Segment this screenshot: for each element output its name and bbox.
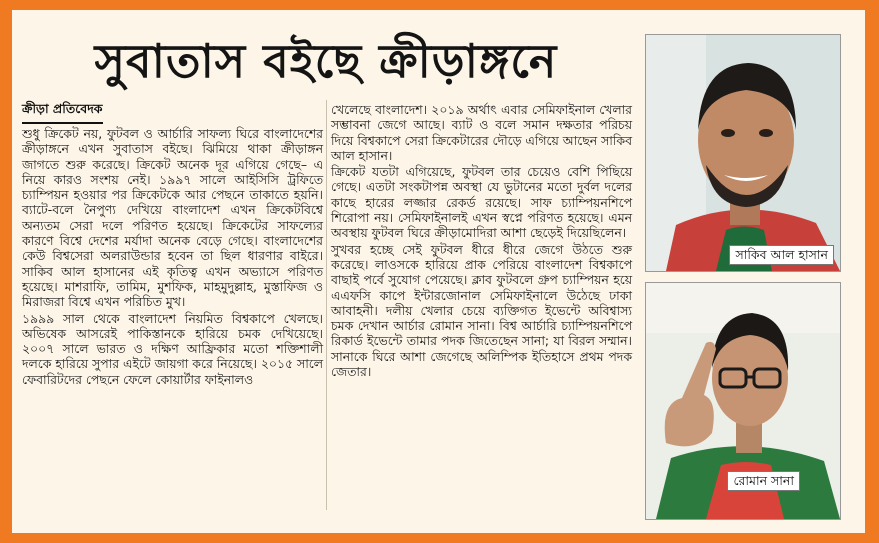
- paragraph: ক্রিকেট যতটা এগিয়েছে, ফুটবল তার চেয়েও বেশি পিছিয়ে গেছে। এতটা সংকটাপন্ন অবস্থা যে ভুটানের মতো দুর্বল দলের কাছে হারের লজ্জার রেকর্ড রয়েছে। সাফ চ্যাম্পিয়নশিপে শিরোপা নয়। সেমিফাইনালই এখন স্বপ্নে পরিণত হয়েছে। এমন অবস্থায় ফুটবল ঘিরে ক্রীড়ামোদিরা আশা ছেড়েই দিয়েছিলেন।: [331, 164, 632, 241]
- paragraph: খেলেছে বাংলাদেশ। ২০১৯ অর্থাৎ এবার সেমিফাইনাল খেলার সম্ভাবনা জেগে আছে। ব্যাট ও বলে সমান দক্ষতার পরিচয় দিয়ে বিশ্বকাপে সেরা ক্রিকেটারের দৌড়ে এগিয়ে আছেন সাকিব আল হাসান।: [331, 102, 632, 163]
- paragraph: সুখবর হচ্ছে সেই ফুটবল ধীরে ধীরে জেগে উঠতে শুরু করেছে। লাওসকে হারিয়ে প্রাক পেরিয়ে বাংলাদেশ বিশ্বকাপে বাছাই পর্বে সুযোগ পেয়েছে। ক্লাব ফুটবলে গ্রুপ চ্যাম্পিয়ন হয়ে এএফসি কাপে ইন্টারজোনাল সেমিফাইনালে উঠেছে ঢাকা আবাহনী। দলীয় খেলার চেয়ে ব্যক্তিগত ইভেন্টে অবিশ্বাস্য চমক দেখান আর্চার রোমান সানা। বিশ্ব আর্চারি চ্যাম্পিয়নশিপে রিকার্ড ইভেন্টে তামার পদক জিতেছেন সানা; যা বিরল সম্মান। সানাকে ঘিরে আশা জেগেছে অলিম্পিক ইতিহাসে প্রথম পদক জেতার।: [331, 241, 632, 380]
- paragraph: শুধু ক্রিকেট নয়, ফুটবল ও আর্চারি সাফল্য ঘিরে বাংলাদেশের ক্রীড়াঙ্গনে এখন সুবাতাস বইছে। ঝিমিয়ে থাকা ক্রীড়াঙ্গন জাগতে শুরু করেছে। ক্রিকেট অনেক দূর এগিয়ে গেছে– এ নিয়ে কারও সংশয় নেই। ১৯৯৭ সালে আইসিসি ট্রফিতে চ্যাম্পিয়ন হওয়ার পর ক্রিকেটকে আর পেছনে তাকাতে হয়নি। ব্যাটে-বলে নৈপুণ্য দেখিয়ে বাংলাদেশ এখন ক্রিকেটবিশ্বে অন্যতম সেরা দলে পরিণত হয়েছে। ক্রিকেটের সাফল্যের কারণে বিশ্বে দেশের মর্যাদা অনেক বেড়ে গেছে। বাংলাদেশের কেউ বিশ্বসেরা অলরাউন্ডার হবেন তা ছিল ধারণার বাইরে। সাকিব আল হাসানের এই কৃতিত্ব এখন অভ্যাসে পরিণত হয়েছে। মাশরাফি, তামিম, মুশফিক, মাহমুদুল্লাহ, মুস্তাফিজ ও মিরাজরা বিশ্বে এখন পরিচিত মুখ।: [22, 126, 323, 310]
- photo-roman-sana: [645, 282, 841, 520]
- column-divider: [326, 100, 327, 510]
- portrait-illustration: [646, 35, 840, 271]
- photo-caption: রোমান সানা: [727, 471, 800, 491]
- byline: ক্রীড়া প্রতিবেদক: [22, 101, 103, 124]
- headline: সুবাতাস বইছে ক্রীড়াঙ্গনে: [94, 34, 558, 88]
- article-column-left: [22, 126, 323, 388]
- photo-shakib: [645, 34, 841, 272]
- article-column-right: [331, 102, 632, 380]
- paragraph: ১৯৯৯ সাল থেকে বাংলাদেশ নিয়মিত বিশ্বকাপে খেলছে। অভিষেক আসরেই পাকিস্তানকে হারিয়ে চমক দেখিয়েছে। ২০০৭ সালে ভারত ও দক্ষিণ আফ্রিকার মতো শক্তিশালী দলকে হারিয়ে সুপার এইটে জায়গা করে নিয়েছে। ২০১৫ সালে ফেবারিটদের পেছনে ফেলে কোয়ার্টার ফাইনালও: [22, 310, 323, 387]
- photo-caption: সাকিব আল হাসান: [729, 245, 834, 265]
